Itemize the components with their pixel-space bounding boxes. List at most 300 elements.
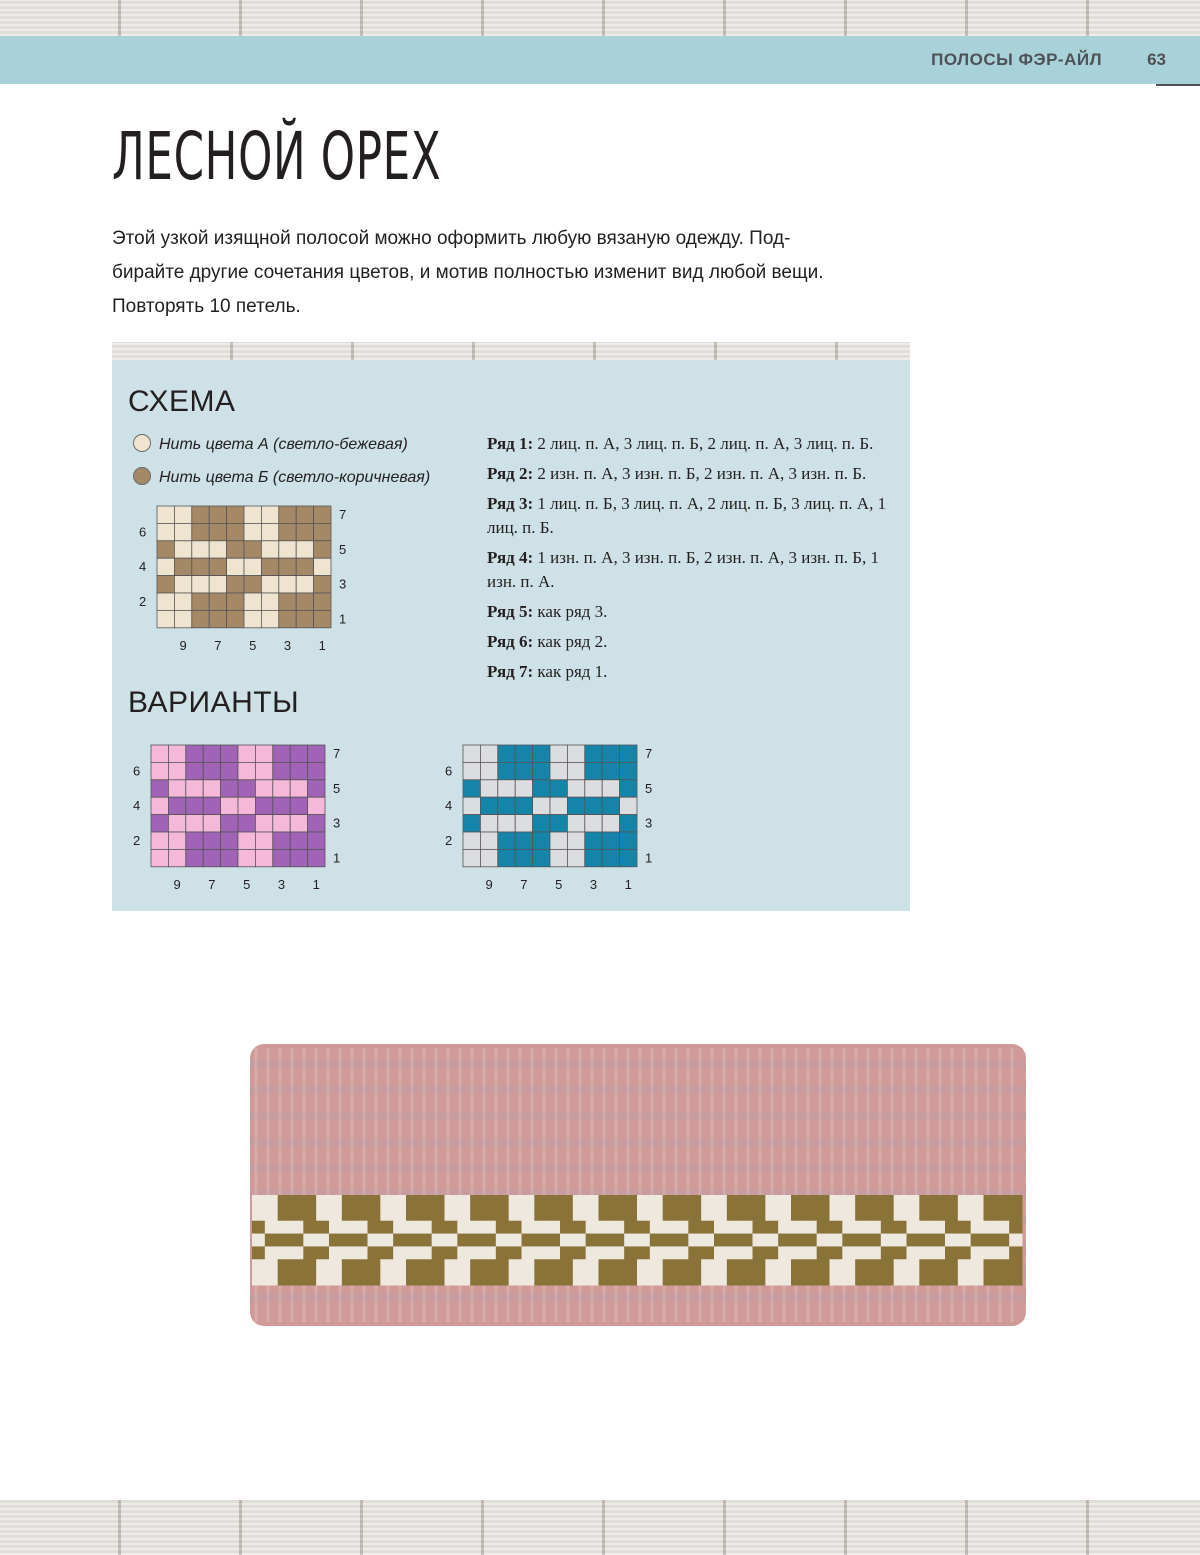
fair-isle-stitch [303, 1221, 316, 1234]
fair-isle-stitch [663, 1272, 676, 1285]
row-number-label: 3 [338, 576, 347, 592]
chart-cell [550, 832, 567, 849]
chart-cell [296, 523, 313, 540]
chart-cell [273, 815, 290, 832]
color-b-swatch [133, 467, 151, 485]
chart-cell [255, 780, 272, 797]
variegated-band [250, 1138, 1026, 1146]
fair-isle-stitch [342, 1221, 355, 1234]
fair-isle-stitch [996, 1208, 1009, 1221]
chart-cell [186, 849, 203, 866]
row-label: Ряд 5: [487, 602, 534, 621]
fair-isle-stitch [432, 1246, 445, 1259]
fair-isle-stitch [688, 1259, 701, 1272]
row-label: Ряд 7: [487, 662, 534, 681]
fair-isle-stitch [573, 1221, 586, 1234]
fair-isle-stitch [573, 1195, 586, 1208]
fair-isle-stitch [432, 1234, 445, 1247]
fair-isle-stitch [586, 1246, 599, 1259]
chart-cell [157, 523, 174, 540]
fair-isle-stitch [842, 1272, 855, 1285]
fair-isle-stitch [470, 1259, 483, 1272]
fair-isle-stitch [355, 1234, 368, 1247]
fair-isle-stitch [881, 1259, 894, 1272]
fair-isle-stitch [688, 1246, 701, 1259]
fair-isle-stitch [470, 1195, 483, 1208]
fair-isle-stitch [830, 1195, 843, 1208]
variegated-band [250, 1060, 1026, 1068]
fair-isle-stitch [329, 1234, 342, 1247]
row-label: Ряд 1: [487, 434, 534, 453]
legend-item-a [133, 434, 408, 454]
fair-isle-stitch [932, 1246, 945, 1259]
row-text: 1 лиц. п. Б, 3 лиц. п. А, 2 лиц. п. Б, 3 лиц. п. А, 1 лиц. п. Б. [487, 494, 887, 537]
fair-isle-stitch [817, 1272, 830, 1285]
chart-cell [168, 780, 185, 797]
fair-isle-stitch [316, 1246, 329, 1259]
fair-isle-stitch [688, 1208, 701, 1221]
fair-isle-stitch [907, 1221, 920, 1234]
fair-isle-stitch [342, 1272, 355, 1285]
row-number-label: 6 [139, 524, 147, 540]
legend-item-b [133, 467, 430, 487]
chart-cell [620, 780, 637, 797]
chart-cell [290, 762, 307, 779]
fair-isle-stitch [714, 1246, 727, 1259]
column-number-label: 9 [179, 637, 187, 653]
chart-cell [221, 832, 238, 849]
fair-isle-stitch [599, 1221, 612, 1234]
fair-isle-stitch [406, 1246, 419, 1259]
fair-isle-stitch [560, 1221, 573, 1234]
fair-isle-stitch [932, 1272, 945, 1285]
fair-isle-stitch [907, 1195, 920, 1208]
fair-isle-stitch [291, 1221, 304, 1234]
chart-cell [244, 593, 261, 610]
fair-isle-stitch [329, 1195, 342, 1208]
fair-isle-stitch [611, 1234, 624, 1247]
fair-isle-stitch [817, 1208, 830, 1221]
row-number-label: 1 [332, 850, 341, 866]
fair-isle-stitch [971, 1195, 984, 1208]
knitted-swatch-illustration [248, 1040, 1028, 1330]
chart-cell [209, 558, 226, 575]
fair-isle-stitch [342, 1195, 355, 1208]
fair-isle-stitch [971, 1259, 984, 1272]
fair-isle-stitch [483, 1208, 496, 1221]
fair-isle-stitch [894, 1234, 907, 1247]
fair-isle-stitch [650, 1208, 663, 1221]
fair-isle-stitch [355, 1195, 368, 1208]
chart-cell [308, 780, 325, 797]
chart-cell [174, 576, 191, 593]
fair-isle-stitch [907, 1272, 920, 1285]
fair-isle-stitch [791, 1195, 804, 1208]
chart-cell [238, 797, 255, 814]
fair-isle-stitch [830, 1234, 843, 1247]
fair-isle-stitch [342, 1234, 355, 1247]
chart-cell [308, 849, 325, 866]
fair-isle-stitch [894, 1221, 907, 1234]
fair-isle-stitch [355, 1259, 368, 1272]
chart-cell [174, 523, 191, 540]
fair-isle-stitch [560, 1234, 573, 1247]
fair-isle-stitch [329, 1221, 342, 1234]
fair-isle-stitch [534, 1195, 547, 1208]
chart-cell [227, 593, 244, 610]
chart-cell [602, 780, 619, 797]
legend-label: Нить цвета Б (светло-коричневая) [159, 469, 431, 486]
fair-isle-stitch [278, 1208, 291, 1221]
fair-isle-stitch [945, 1259, 958, 1272]
fair-isle-stitch [303, 1208, 316, 1221]
fair-isle-stitch [586, 1234, 599, 1247]
fair-isle-stitch [611, 1208, 624, 1221]
chart-cell [602, 797, 619, 814]
fair-isle-stitch [958, 1259, 971, 1272]
chart-cell [255, 849, 272, 866]
chart-cell [533, 745, 550, 762]
chart-cell [261, 576, 278, 593]
fair-isle-stitch [701, 1208, 714, 1221]
chart-cell [151, 849, 168, 866]
fair-isle-stitch [522, 1272, 535, 1285]
fair-isle-stitch [996, 1259, 1009, 1272]
fair-isle-stitch [586, 1221, 599, 1234]
fair-isle-stitch [637, 1221, 650, 1234]
fair-isle-stitch [804, 1234, 817, 1247]
row-number-label: 5 [338, 541, 347, 557]
fair-isle-stitch [599, 1195, 612, 1208]
fair-isle-stitch [907, 1246, 920, 1259]
chart-cell [192, 506, 209, 523]
fair-isle-stitch [483, 1246, 496, 1259]
fair-isle-stitch [817, 1259, 830, 1272]
fair-isle-stitch [355, 1221, 368, 1234]
row-number-label: 6 [133, 763, 141, 779]
chart-cell [227, 506, 244, 523]
chart-cell [209, 506, 226, 523]
fair-isle-stitch [368, 1208, 381, 1221]
fair-isle-stitch [624, 1195, 637, 1208]
chart-cell [463, 797, 480, 814]
fair-isle-stitch [522, 1208, 535, 1221]
fair-isle-stitch [791, 1259, 804, 1272]
fair-isle-stitch [457, 1272, 470, 1285]
fair-isle-stitch [958, 1234, 971, 1247]
fair-isle-stitch [932, 1208, 945, 1221]
chart-cell [174, 610, 191, 627]
chart-cell [463, 815, 480, 832]
fair-isle-stitch [316, 1234, 329, 1247]
row-number-label: 7 [338, 507, 347, 523]
chart-cell [221, 762, 238, 779]
chart-cell [227, 558, 244, 575]
chart-cell [585, 797, 602, 814]
fair-isle-stitch [996, 1234, 1009, 1247]
variegated-band [250, 1294, 1026, 1302]
chart-cell [168, 849, 185, 866]
fair-isle-stitch [701, 1221, 714, 1234]
fair-isle-stitch [855, 1234, 868, 1247]
chart-cell [480, 832, 497, 849]
fair-isle-stitch [868, 1221, 881, 1234]
chart-cell [157, 506, 174, 523]
fair-isle-stitch [919, 1234, 932, 1247]
chart-cell [192, 558, 209, 575]
fair-isle-stitch [971, 1272, 984, 1285]
row-text: как ряд 3. [537, 602, 608, 621]
fair-isle-stitch [368, 1246, 381, 1259]
fair-isle-stitch [611, 1221, 624, 1234]
fair-isle-stitch [380, 1234, 393, 1247]
chart-cell [308, 832, 325, 849]
fair-isle-stitch [509, 1234, 522, 1247]
chart-cell [273, 797, 290, 814]
chart-cell [273, 762, 290, 779]
fair-isle-stitch [727, 1272, 740, 1285]
chart-cell [203, 745, 220, 762]
fair-isle-stitch [534, 1234, 547, 1247]
fair-isle-stitch [303, 1272, 316, 1285]
chart-cell [244, 506, 261, 523]
chart-cell [515, 745, 532, 762]
chart-cell [238, 832, 255, 849]
fair-isle-stitch [919, 1246, 932, 1259]
fair-isle-stitch [855, 1259, 868, 1272]
row-instruction [487, 546, 897, 594]
chart-cell [279, 558, 296, 575]
chart-cell [192, 576, 209, 593]
fair-isle-stitch [509, 1246, 522, 1259]
chart-cell [290, 815, 307, 832]
fair-isle-stitch [753, 1272, 766, 1285]
fair-isle-stitch [778, 1234, 791, 1247]
fair-isle-stitch [509, 1259, 522, 1272]
fair-isle-stitch [817, 1195, 830, 1208]
column-number-label: 3 [277, 876, 286, 892]
fair-isle-stitch [1009, 1259, 1022, 1272]
fair-isle-stitch [445, 1234, 458, 1247]
fair-isle-stitch [278, 1234, 291, 1247]
fair-isle-stitch [945, 1221, 958, 1234]
chart-cell [296, 610, 313, 627]
chart-cell [314, 558, 331, 575]
fair-isle-stitch [804, 1246, 817, 1259]
fair-isle-stitch [368, 1259, 381, 1272]
fair-isle-stitch [624, 1246, 637, 1259]
fair-isle-stitch [842, 1246, 855, 1259]
chart-cell [585, 832, 602, 849]
fair-isle-stitch [1009, 1246, 1022, 1259]
chart-cell [533, 762, 550, 779]
fair-isle-stitch [971, 1208, 984, 1221]
fair-isle-stitch [894, 1259, 907, 1272]
fair-isle-stitch [291, 1272, 304, 1285]
fair-isle-stitch [650, 1259, 663, 1272]
chart-cell [244, 558, 261, 575]
page-number-rule [1156, 84, 1200, 86]
fair-isle-stitch [650, 1195, 663, 1208]
row-number-label: 2 [133, 833, 141, 849]
fair-isle-stitch [701, 1195, 714, 1208]
fair-isle-stitch [868, 1208, 881, 1221]
row-instruction [487, 630, 897, 654]
fair-isle-stitch [894, 1246, 907, 1259]
fair-isle-stitch [265, 1246, 278, 1259]
fair-isle-stitch [894, 1272, 907, 1285]
chart-cell [186, 780, 203, 797]
fair-isle-stitch [560, 1208, 573, 1221]
fair-isle-stitch [406, 1259, 419, 1272]
fair-isle-stitch [727, 1221, 740, 1234]
chart-cell [261, 593, 278, 610]
fair-isle-stitch [380, 1208, 393, 1221]
fair-isle-stitch [919, 1272, 932, 1285]
chart-cell [151, 745, 168, 762]
row-number-label: 2 [139, 594, 147, 610]
fair-isle-stitch [483, 1234, 496, 1247]
chart-cell [308, 762, 325, 779]
chart-cell [602, 832, 619, 849]
chart-cell [244, 576, 261, 593]
fair-isle-stitch [868, 1195, 881, 1208]
fair-isle-stitch [688, 1234, 701, 1247]
fair-isle-stitch [265, 1259, 278, 1272]
fair-isle-stitch [996, 1272, 1009, 1285]
fair-isle-stitch [804, 1208, 817, 1221]
row-number-label: 7 [644, 746, 653, 762]
chart-main [137, 506, 359, 658]
variegated-band [250, 1164, 1026, 1172]
chart-cell [308, 745, 325, 762]
fair-isle-stitch [406, 1234, 419, 1247]
intro-line: бирайте другие сочетания цветов, и мотив полностью изменит вид любой вещи. [112, 262, 824, 283]
fair-isle-stitch [355, 1246, 368, 1259]
fair-isle-stitch [303, 1246, 316, 1259]
chart-cell [585, 745, 602, 762]
chart-cell [238, 780, 255, 797]
fair-isle-stitch [676, 1221, 689, 1234]
fair-isle-stitch [599, 1234, 612, 1247]
fair-isle-stitch [342, 1259, 355, 1272]
row-instructions [487, 432, 897, 690]
legend-label: Нить цвета А (светло-бежевая) [159, 436, 408, 453]
fair-isle-stitch [637, 1259, 650, 1272]
chart-cell [209, 610, 226, 627]
fair-isle-stitch [740, 1221, 753, 1234]
fair-isle-stitch [522, 1234, 535, 1247]
chart-cell [620, 815, 637, 832]
fair-isle-stitch [740, 1195, 753, 1208]
column-number-label: 5 [249, 637, 257, 653]
chart-cell [463, 780, 480, 797]
chart-cell [515, 762, 532, 779]
fair-isle-stitch [996, 1221, 1009, 1234]
fair-isle-stitch [470, 1272, 483, 1285]
fair-isle-stitch [560, 1195, 573, 1208]
chart-variant-blue [443, 745, 665, 897]
fair-isle-stitch [586, 1259, 599, 1272]
fair-isle-stitch [316, 1272, 329, 1285]
chart-cell [314, 523, 331, 540]
chart-cell [168, 832, 185, 849]
row-label: Ряд 2: [487, 464, 534, 483]
fair-isle-stitch [778, 1195, 791, 1208]
chart-cell [186, 797, 203, 814]
row-text: как ряд 2. [537, 632, 608, 651]
chart-cell [308, 797, 325, 814]
fair-isle-stitch [1009, 1195, 1022, 1208]
fair-isle-stitch [380, 1221, 393, 1234]
chart-cell [192, 593, 209, 610]
chart-cell [273, 849, 290, 866]
chart-cell [290, 745, 307, 762]
chart-cell [296, 506, 313, 523]
chart-cell [498, 780, 515, 797]
chart-cell [585, 849, 602, 866]
fair-isle-stitch [984, 1234, 997, 1247]
chart-cell [296, 541, 313, 558]
chart-cell [203, 780, 220, 797]
chart-cell [238, 762, 255, 779]
row-number-label: 3 [644, 815, 653, 831]
fair-isle-stitch [753, 1221, 766, 1234]
fair-isle-stitch [599, 1259, 612, 1272]
row-number-label: 6 [445, 763, 453, 779]
fair-isle-stitch [650, 1221, 663, 1234]
fair-isle-stitch [842, 1195, 855, 1208]
fair-isle-stitch [303, 1259, 316, 1272]
fair-isle-stitch [573, 1259, 586, 1272]
chart-cell [463, 762, 480, 779]
fair-isle-stitch [753, 1259, 766, 1272]
fair-isle-stitch [368, 1272, 381, 1285]
fair-isle-stitch [380, 1246, 393, 1259]
chart-cell [290, 780, 307, 797]
fair-isle-stitch [932, 1221, 945, 1234]
fair-isle-stitch [740, 1234, 753, 1247]
fair-isle-stitch [483, 1259, 496, 1272]
fair-isle-stitch [637, 1195, 650, 1208]
fair-isle-stitch [252, 1259, 265, 1272]
fair-isle-stitch [419, 1246, 432, 1259]
fair-isle-stitch [534, 1259, 547, 1272]
fair-isle-stitch [547, 1208, 560, 1221]
chart-cell [515, 832, 532, 849]
chart-cell [174, 558, 191, 575]
fair-isle-stitch [432, 1221, 445, 1234]
chart-cell [244, 541, 261, 558]
chart-cell [567, 815, 584, 832]
row-number-label: 2 [445, 833, 453, 849]
fair-isle-stitch [303, 1234, 316, 1247]
chart-cell [255, 797, 272, 814]
chart-cell [296, 576, 313, 593]
chart-cell [244, 610, 261, 627]
chart-cell [463, 849, 480, 866]
chart-cell [602, 762, 619, 779]
fair-isle-stitch [303, 1195, 316, 1208]
fair-isle-stitch [1009, 1221, 1022, 1234]
fair-isle-stitch [278, 1221, 291, 1234]
fair-isle-stitch [701, 1259, 714, 1272]
fair-isle-stitch [971, 1221, 984, 1234]
fair-isle-stitch [958, 1246, 971, 1259]
chart-cell [620, 797, 637, 814]
fair-isle-stitch [599, 1208, 612, 1221]
variegated-band [250, 1086, 1026, 1094]
